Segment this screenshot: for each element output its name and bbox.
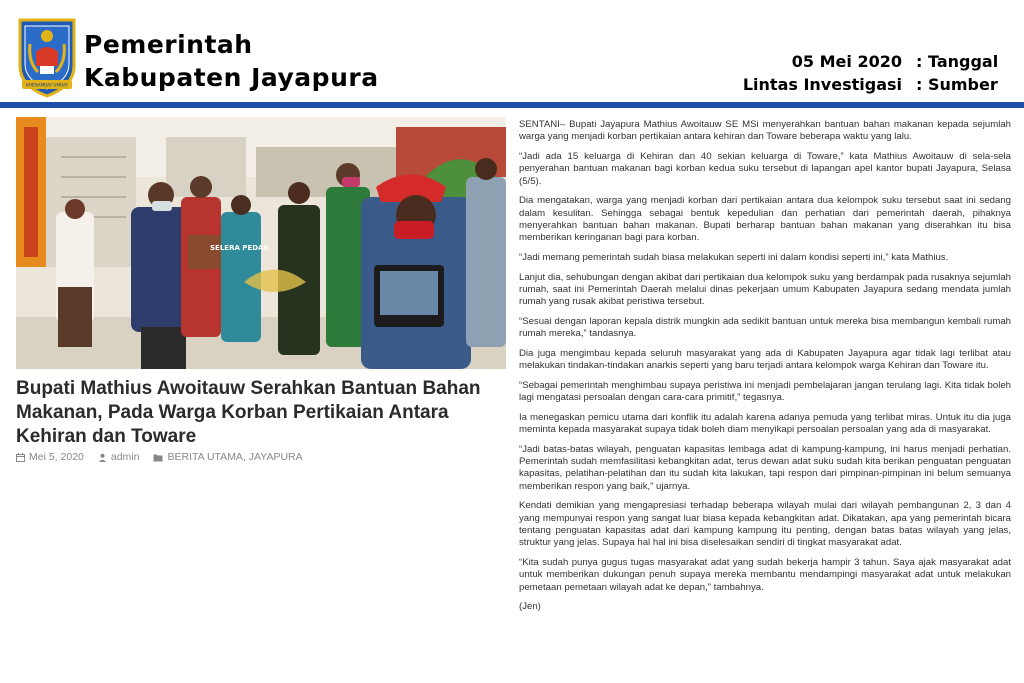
- article-paragraph: “Jadi memang pemerintah sudah biasa melakukan seperti ini dalam kondisi seperti ini,” kata Mathius.: [519, 251, 949, 263]
- date-value: 05 Mei 2020: [791, 52, 902, 71]
- photo-box-text: SELERA PEDAS: [210, 244, 269, 252]
- clipping-meta: [743, 50, 1002, 96]
- article-paragraph: “Sebagai pemerintah menghimbau supaya peristiwa ini menjadi pembelajaran jangan terulang lagi. Kita tidak boleh lagi mengatasi persoalan dengan cara-cara primitif,” tegasnya.: [519, 379, 1011, 404]
- article-paragraph: Dia juga mengimbau kepada seluruh masyarakat yang ada di Kabupaten Jayapura agar tidak lagi terlibat atau melakukan tindakan-tindakan anarkis seperti yang baru terjadi antara kelompok warga Kehiran dan Toware itu.: [519, 347, 1011, 372]
- post-author-text: admin: [110, 451, 140, 463]
- article-paragraph: SENTANI– Bupati Jayapura Mathius Awoitauw SE MSi menyerahkan bantuan bahan makanan kepada sejumlah warga yang menjadi korban pertikaian antara kehiran dan Toware beberapa waktu yang lalu.: [519, 119, 1011, 143]
- photo-illustration: [16, 117, 506, 369]
- article-paragraph: “Jadi batas-batas wilayah, penguatan kapasitas lembaga adat di kampung-kampung, ini harus menjadi perhatian. Pemerintah sudah memfasilitasi kebangkitan adat, terus dewan adat suku sudah kita berikan penguatan penguatan kapasitas, pelatihan-pelatihan dan itu sudah kita lakukan, tapi respon dari pimpinan-pimpinan ini belum semuanya memberikan respon yang baik,” ujarnya.: [519, 443, 1011, 492]
- document-header: [0, 0, 1024, 104]
- article-paragraph: Dia mengatakan, warga yang menjadi korban dari pertikaian antara dua kelompok suku tersebut saat ini sedang dalam kesulitan. Sehingga sebagai bentuk kepedulian dan perhatian dari pemerintah daerah, pihaknya menyerahkan bantuan bahan makanan. Bupati berharap bantuan bahan makanan yang diserahkan itu bisa memberikan keringanan bagi para korban.: [519, 195, 1011, 244]
- post-categories[interactable]: [153, 451, 302, 463]
- article-paragraph: Kendati demikian yang mengapresiasi terhadap beberapa wilayah mulai dari wilayah pembangunan 2, 3 dan 4 yang mempunyai respon yang sangat luar biasa kepada kebangkitan adat. Dikatakan, apa yang pemerintah bicara tentang penguatan kapasitas adat dari kampung kampung itu penting, dengan batas batas wilayah yang jelas, struktur yang jelas. Supaya hal hal ini bisa diselesaikan sendiri di tingkat masyarakat adat.: [519, 500, 1011, 549]
- source-label: : Sumber: [916, 75, 998, 94]
- article-paragraph: “Kita sudah punya gugus tugas masyarakat adat yang sudah bekerja hampir 3 tahun. Saya ajak masyarakat adat untuk memberikan dukungan penuh supaya mereka membantu mendampingi masyarakat adat untuk melakukan pemetaan pemetaan wilayah adat ke depan,” tambahnya.: [519, 556, 1011, 593]
- article-paragraph: Lanjut dia, sehubungan dengan akibat dari pertikaian dua kelompok suku yang berdampak pada rusaknya sejumlah rumah, saat ini Pemerintah Daerah melalui dinas pekerjaan umum Kabupaten Jayapura sedang mendata jumlah rumah yang rusak akibat peristiwa tersebut.: [519, 271, 1011, 308]
- article-body: [519, 119, 1011, 621]
- organization-name: [84, 28, 379, 94]
- user-icon: [98, 453, 107, 462]
- post-meta: [16, 451, 303, 463]
- article-paragraph: “Sesuai dengan laporan kepala distrik mungkin ada sedikit bantuan untuk mereka bisa membangun kembali rumah rumah mereka,” tandasnya.: [519, 315, 1011, 340]
- article-paragraph: Ia menegaskan pemicu utama dari konflik itu adalah karena adanya pemuda yang terlibat miras. Untuk itu dia juga meminta kepada masyarakat supaya tidak boleh diam menyikapi persoalan persoalan yang ada di masyarakat.: [519, 411, 1011, 436]
- folder-icon: [153, 453, 163, 462]
- article-headline: Bupati Mathius Awoitauw Serahkan Bantuan Bahan Makanan, Pada Warga Korban Pertikaian Antara Kehiran dan Toware: [16, 378, 481, 447]
- post-author[interactable]: [98, 451, 140, 463]
- org-line-2: Kabupaten Jayapura: [84, 63, 379, 92]
- logo-motto: KHENAMBAY UMBAY: [25, 82, 69, 88]
- date-label: : Tanggal: [916, 52, 999, 71]
- post-date[interactable]: [16, 451, 84, 463]
- post-categories-text: BERITA UTAMA, JAYAPURA: [167, 451, 303, 463]
- coat-of-arms-logo: [16, 14, 78, 98]
- date-row: [743, 50, 1002, 73]
- source-value: Lintas Investigasi: [742, 75, 902, 94]
- article-paragraph-signoff: (Jen): [519, 601, 541, 613]
- article-paragraph: “Jadi ada 15 keluarga di Kehiran dan 40 sekian keluarga di Toware,” kata Mathius Awoitauw di sela-sela penyerahan bantuan makanan bagi korban kedua suku tersebut di lapangan apel kantor bupati Jayapura, Selasa (5/5).: [519, 150, 1011, 187]
- header-divider: [0, 102, 1024, 108]
- post-date-text: Mei 5, 2020: [29, 451, 84, 463]
- calendar-icon: [16, 453, 25, 462]
- article-photo: [16, 117, 506, 369]
- org-line-1: Pemerintah: [84, 30, 253, 59]
- source-row: [743, 73, 1002, 96]
